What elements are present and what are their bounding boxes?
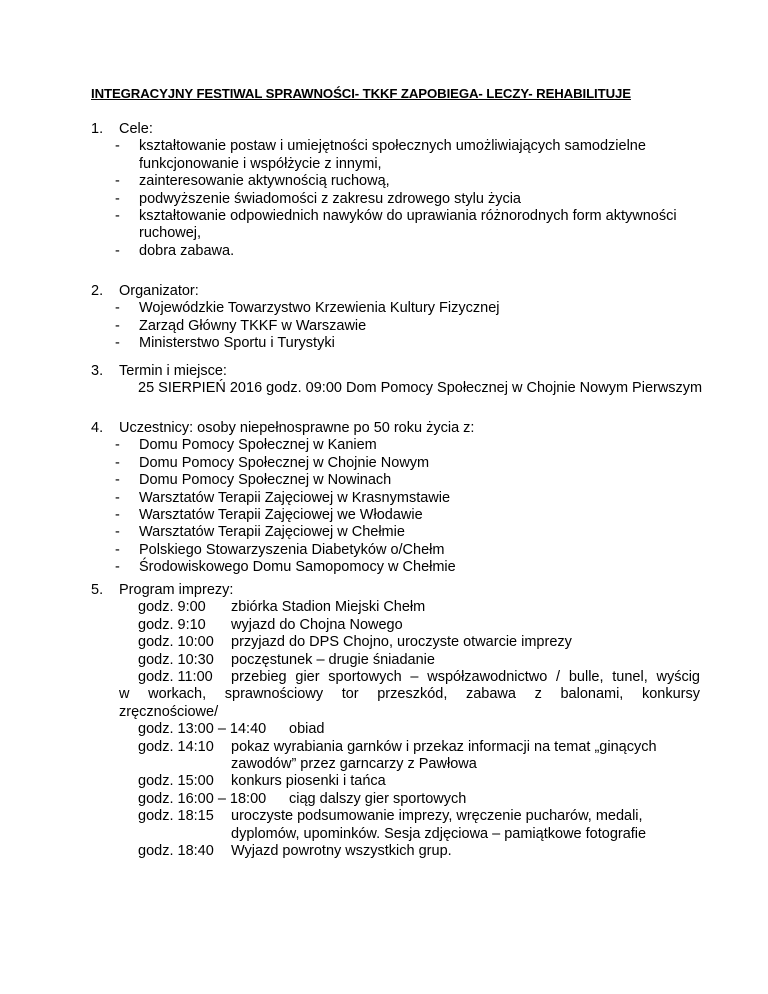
list-item-text: kształtowanie postaw i umiejętności społecznych umożliwiających samodzielne (139, 138, 646, 155)
list-item (91, 335, 701, 352)
dash-bullet: - (115, 437, 120, 454)
list-item (91, 542, 701, 559)
section-organizer (91, 283, 701, 353)
list-item (91, 507, 701, 524)
program-row (91, 773, 706, 790)
section-heading (91, 121, 701, 138)
section-program (91, 582, 706, 861)
program-time: godz. 9:00 (138, 599, 206, 616)
list-item (91, 455, 701, 472)
program-description-continued: w workach, sprawnościowy tor przeszkód, zabawa z balonami, konkursy (119, 686, 700, 703)
list-item-text: Środowiskowego Domu Samopomocy w Chełmie (139, 559, 456, 576)
dash-bullet: - (115, 317, 120, 334)
program-row (91, 739, 706, 774)
program-description: zawodów” przez garncarzy z Pawłowa (231, 756, 477, 773)
dash-bullet: - (115, 524, 120, 541)
program-description: wyjazd do Chojna Nowego (231, 616, 403, 633)
list-item-text: zainteresowanie aktywnością ruchową, (139, 173, 390, 190)
list-item (91, 191, 701, 208)
section-heading (91, 283, 701, 300)
program-time: godz. 10:00 (138, 634, 214, 651)
program-description-continued: zręcznościowe/ (119, 703, 219, 720)
program-time: godz. 18:15 (138, 808, 214, 825)
list-item-text: Domu Pomocy Społecznej w Kaniem (139, 437, 377, 454)
section-number: 3. (91, 363, 104, 379)
program-description: pokaz wyrabiania garnków i przekaz informacji na temat „ginących (231, 738, 657, 755)
list-item-text: Domu Pomocy Społecznej w Chojnie Nowym (139, 454, 430, 471)
dash-bullet: - (115, 541, 120, 558)
dash-bullet: - (115, 454, 120, 471)
program-row (91, 843, 706, 860)
list-item-text: Warsztatów Terapii Zajęciowej w Krasnymstawie (139, 489, 451, 506)
dash-bullet: - (115, 242, 120, 259)
program-time: godz. 18:40 (138, 843, 214, 860)
list-item-text: Domu Pomocy Społecznej w Nowinach (139, 472, 392, 489)
section-number: 2. (91, 283, 104, 299)
list-item-text: kształtowanie odpowiednich nawyków do uprawiania różnorodnych form aktywności (139, 208, 677, 225)
program-time: godz. 9:10 (138, 616, 206, 633)
program-description: uroczyste podsumowanie imprezy, wręczenie pucharów, medali, (231, 808, 643, 825)
list-item-text: Polskiego Stowarzyszenia Diabetyków o/Chełm (139, 541, 445, 558)
list-item (91, 559, 701, 576)
program-description: poczęstunek – drugie śniadanie (231, 651, 435, 668)
dash-bullet: - (115, 173, 120, 190)
dash-bullet: - (115, 559, 120, 576)
section-number: 5. (91, 582, 104, 598)
dash-bullet: - (115, 300, 120, 317)
program-description: zbiórka Stadion Miejski Chełm (231, 599, 426, 616)
program-time: godz. 14:10 (138, 738, 214, 755)
list-item (91, 524, 701, 541)
program-description: przebieg gier sportowych – współzawodnictwo / bulle, tunel, wyścig (231, 669, 700, 686)
program-schedule (91, 599, 706, 860)
list-item-text: Warsztatów Terapii Zajęciowej w Chełmie (139, 524, 405, 541)
list-item (91, 318, 701, 335)
list-item-text: Zarząd Główny TKKF w Warszawie (139, 317, 367, 334)
section-heading (91, 363, 701, 380)
section-title: Program imprezy: (119, 582, 234, 598)
dash-bullet: - (115, 472, 120, 489)
dash-bullet: - (115, 489, 120, 506)
program-description: konkurs piosenki i tańca (231, 773, 386, 790)
program-row (91, 791, 706, 808)
organizer-list (91, 300, 701, 352)
program-description: dyplomów, upominków. Sesja zdjęciowa – pamiątkowe fotografie (231, 825, 647, 842)
list-item (91, 490, 701, 507)
program-description: ciąg dalszy gier sportowych (289, 790, 467, 807)
dash-bullet: - (115, 507, 120, 524)
list-item-text: Warsztatów Terapii Zajęciowej we Włodawie (139, 507, 423, 524)
program-row (91, 634, 706, 651)
program-row (91, 599, 706, 616)
list-item (91, 173, 701, 190)
event-date-place: 25 SIERPIEŃ 2016 godz. 09:00 Dom Pomocy Społecznej w Chojnie Nowym Pierwszym (138, 380, 703, 397)
dash-bullet: - (115, 190, 120, 207)
section-title: Cele: (119, 121, 153, 137)
participants-list (91, 437, 701, 576)
dash-bullet: - (115, 335, 120, 352)
list-item (91, 437, 701, 454)
list-item-text: funkcjonowanie i współżycie z innymi, (139, 155, 382, 172)
program-time: godz. 13:00 – 14:40 (138, 721, 267, 738)
list-item (91, 300, 701, 317)
section-heading (91, 420, 701, 437)
goals-list (91, 138, 701, 260)
section-goals (91, 121, 701, 260)
list-item-text: Wojewódzkie Towarzystwo Krzewienia Kultury Fizycznej (139, 300, 500, 317)
section-participants (91, 420, 701, 577)
section-heading (91, 582, 706, 599)
section-number: 4. (91, 420, 104, 436)
dash-bullet: - (115, 208, 120, 225)
program-time: godz. 10:30 (138, 651, 214, 668)
program-row (91, 808, 706, 843)
program-row (91, 721, 706, 738)
program-description: przyjazd do DPS Chojno, uroczyste otwarcie imprezy (231, 634, 572, 651)
program-description: Wyjazd powrotny wszystkich grup. (231, 843, 452, 860)
section-title: Organizator: (119, 283, 199, 299)
program-row (91, 669, 706, 686)
list-item (91, 472, 701, 489)
list-item (91, 138, 701, 173)
list-item-text: ruchowej, (139, 225, 202, 242)
section-number: 1. (91, 121, 104, 137)
list-item-text: Ministerstwo Sportu i Turystyki (139, 335, 335, 352)
document-title: INTEGRACYJNY FESTIWAL SPRAWNOŚCI- TKKF ZAPOBIEGA- LECZY- REHABILITUJE (91, 86, 631, 101)
program-time: godz. 11:00 (138, 669, 213, 686)
program-row (91, 652, 706, 669)
program-time: godz. 15:00 (138, 773, 214, 790)
section-date-place (91, 363, 701, 398)
section-title: Termin i miejsce: (119, 363, 227, 379)
list-item-text: dobra zabawa. (139, 242, 235, 259)
list-item (91, 243, 701, 260)
list-item-text: podwyższenie świadomości z zakresu zdrowego stylu życia (139, 190, 521, 207)
program-time: godz. 16:00 – 18:00 (138, 790, 267, 807)
section-title: Uczestnicy: osoby niepełnosprawne po 50 roku życia z: (119, 420, 475, 436)
dash-bullet: - (115, 138, 120, 155)
list-item (91, 208, 701, 243)
program-row (91, 617, 706, 634)
program-description: obiad (289, 721, 325, 738)
